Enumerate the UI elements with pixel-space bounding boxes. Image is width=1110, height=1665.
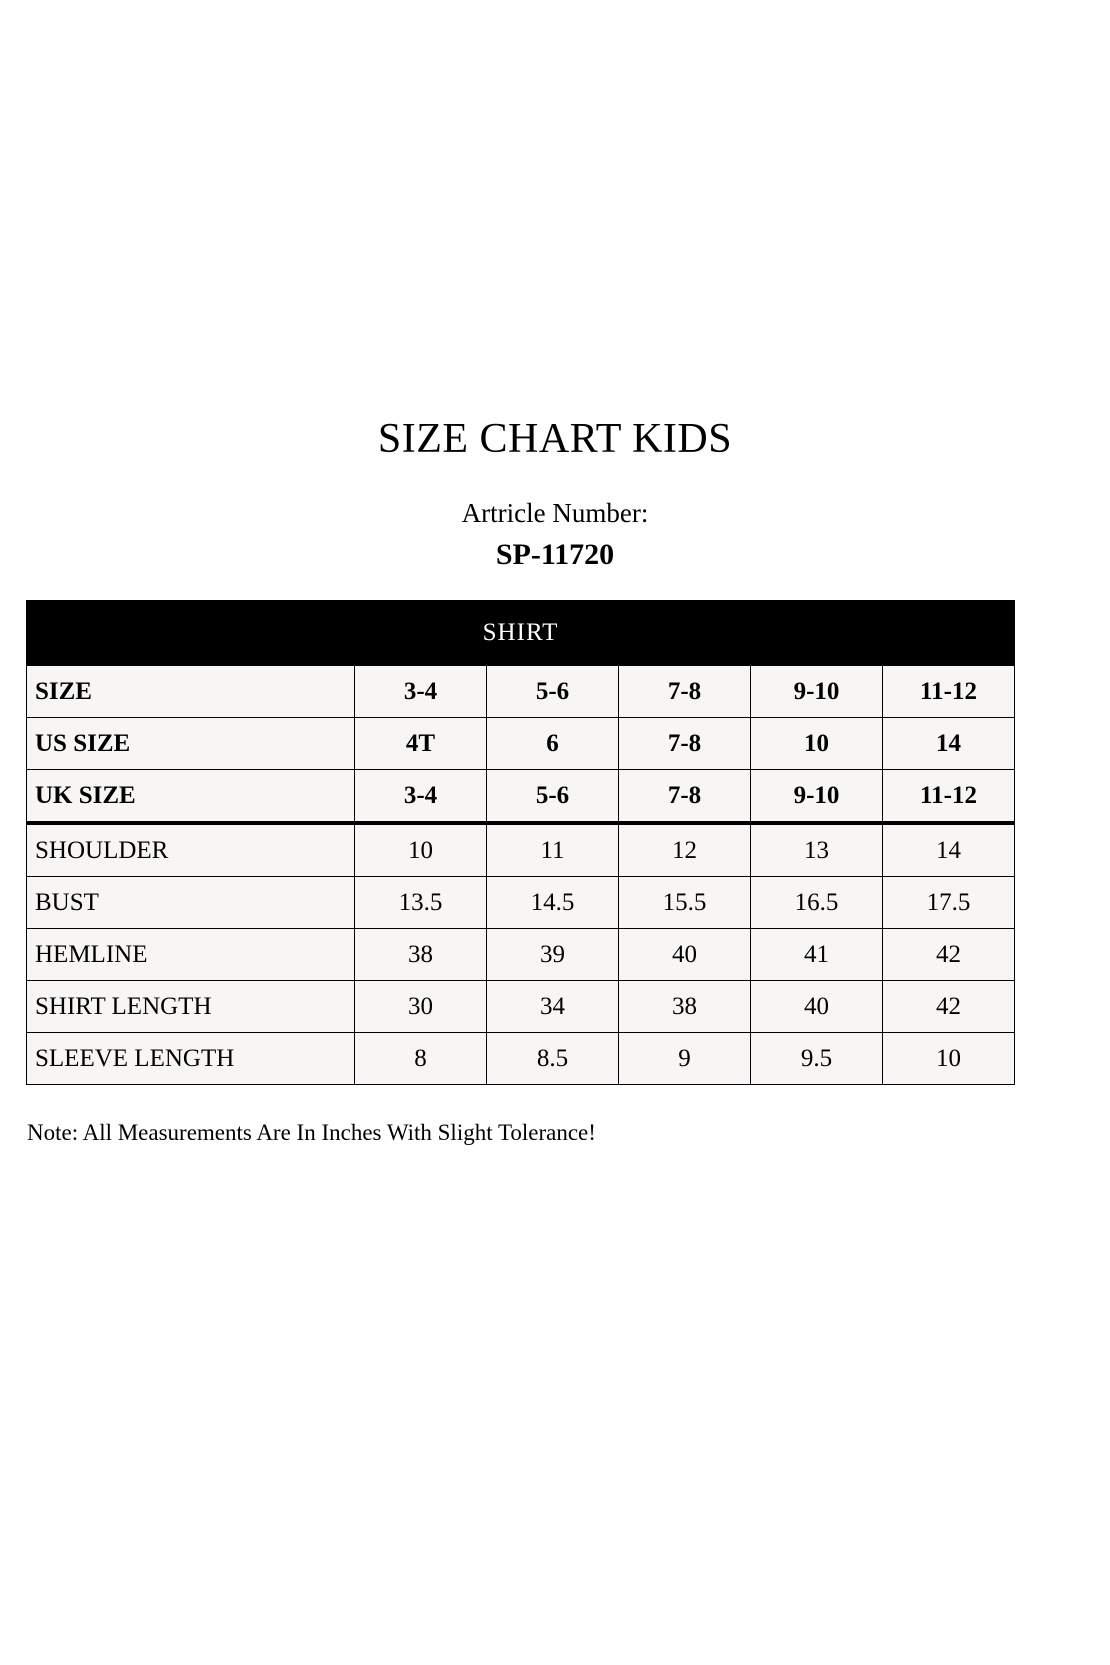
cell-shirt-length-4: 40 (751, 981, 883, 1033)
cell-bust-1: 13.5 (355, 877, 487, 929)
cell-shoulder-2: 11 (487, 823, 619, 877)
row-label-shirt-length: SHIRT LENGTH (27, 981, 355, 1033)
row-label-us-size: US SIZE (27, 718, 355, 770)
row-label-size: SIZE (27, 666, 355, 718)
cell-us-size-4: 10 (751, 718, 883, 770)
cell-sleeve-length-2: 8.5 (487, 1033, 619, 1085)
cell-hemline-1: 38 (355, 929, 487, 981)
measurement-note: Note: All Measurements Are In Inches With Slight Tolerance! (27, 1120, 596, 1145)
cell-bust-4: 16.5 (751, 877, 883, 929)
article-number-label: Artricle Number: (461, 498, 649, 528)
cell-shoulder-3: 12 (619, 823, 751, 877)
cell-sleeve-length-5: 10 (883, 1033, 1015, 1085)
table-row (27, 823, 1015, 877)
cell-shirt-length-3: 38 (619, 981, 751, 1033)
cell-bust-5: 17.5 (883, 877, 1015, 929)
cell-us-size-1: 4T (355, 718, 487, 770)
table-row (27, 770, 1015, 824)
table-row (27, 929, 1015, 981)
size-table-container (26, 600, 1088, 1085)
cell-bust-3: 15.5 (619, 877, 751, 929)
cell-us-size-5: 14 (883, 718, 1015, 770)
cell-uk-size-1: 3-4 (355, 770, 487, 824)
cell-uk-size-2: 5-6 (487, 770, 619, 824)
table-banner-row (27, 601, 1015, 666)
page-title: SIZE CHART KIDS (377, 416, 733, 462)
cell-shoulder-4: 13 (751, 823, 883, 877)
cell-uk-size-3: 7-8 (619, 770, 751, 824)
cell-shirt-length-1: 30 (355, 981, 487, 1033)
cell-shirt-length-2: 34 (487, 981, 619, 1033)
cell-shoulder-1: 10 (355, 823, 487, 877)
cell-us-size-3: 7-8 (619, 718, 751, 770)
row-label-sleeve-length: SLEEVE LENGTH (27, 1033, 355, 1085)
cell-uk-size-5: 11-12 (883, 770, 1015, 824)
table-row (27, 666, 1015, 718)
cell-us-size-2: 6 (487, 718, 619, 770)
size-table (26, 600, 1015, 1085)
cell-bust-2: 14.5 (487, 877, 619, 929)
row-label-hemline: HEMLINE (27, 929, 355, 981)
table-row (27, 877, 1015, 929)
row-label-bust: BUST (27, 877, 355, 929)
cell-sleeve-length-3: 9 (619, 1033, 751, 1085)
table-row (27, 1033, 1015, 1085)
article-number-value: SP-11720 (495, 538, 615, 571)
cell-uk-size-4: 9-10 (751, 770, 883, 824)
cell-hemline-2: 39 (487, 929, 619, 981)
cell-size-5: 11-12 (883, 666, 1015, 718)
table-row (27, 981, 1015, 1033)
cell-size-4: 9-10 (751, 666, 883, 718)
garment-type-banner: SHIRT (27, 601, 1015, 666)
cell-hemline-4: 41 (751, 929, 883, 981)
cell-hemline-3: 40 (619, 929, 751, 981)
cell-shoulder-5: 14 (883, 823, 1015, 877)
cell-size-3: 7-8 (619, 666, 751, 718)
cell-sleeve-length-4: 9.5 (751, 1033, 883, 1085)
cell-sleeve-length-1: 8 (355, 1033, 487, 1085)
row-label-uk-size: UK SIZE (27, 770, 355, 824)
row-label-shoulder: SHOULDER (27, 823, 355, 877)
table-row (27, 718, 1015, 770)
cell-shirt-length-5: 42 (883, 981, 1015, 1033)
cell-hemline-5: 42 (883, 929, 1015, 981)
cell-size-1: 3-4 (355, 666, 487, 718)
cell-size-2: 5-6 (487, 666, 619, 718)
